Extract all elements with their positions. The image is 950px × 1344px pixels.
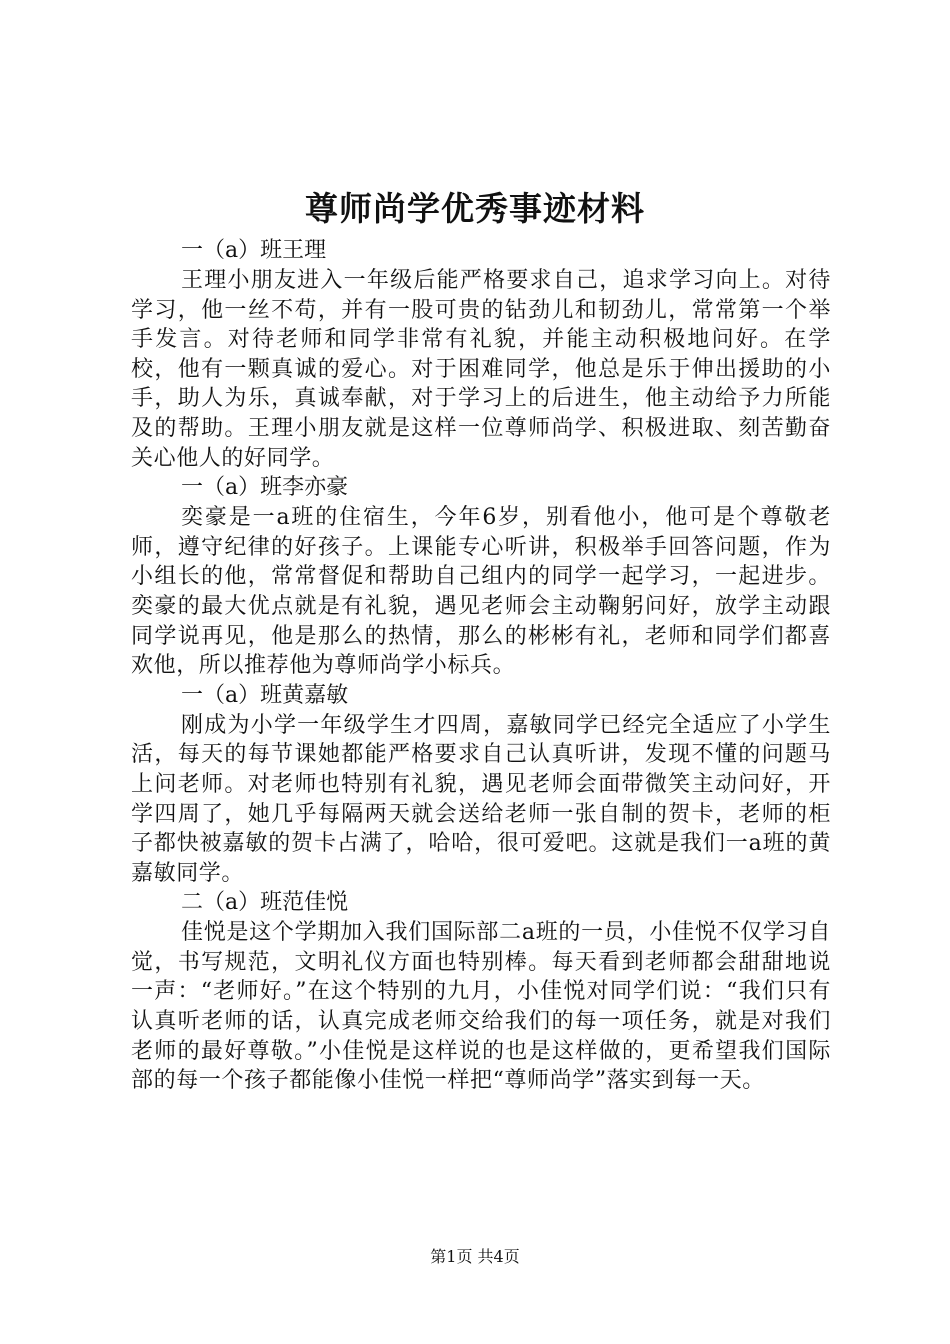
- section-paragraph: 刚成为小学一年级学生才四周，嘉敏同学已经完全适应了小学生活，每天的每节课她都能严格要求自己认真听讲，发现不懂的问题马上问老师。对老师也特别有礼貌，遇见老师会面带微笑主动问好，开学四周了，她几乎每隔两天就会送给老师一张自制的贺卡，老师的柜子都快被嘉敏的贺卡占满了，哈哈，很可爱吧。这就是我们一a班的黄嘉敏同学。: [131, 712, 831, 886]
- section-paragraph: 奕豪是一a班的住宿生，今年6岁，别看他小，他可是个尊敬老师，遵守纪律的好孩子。上课能专心听讲，积极举手回答问题，作为小组长的他，常常督促和帮助自己组内的同学一起学习，一起进步。奕豪的最大优点就是有礼貌，遇见老师会主动鞠躬问好，放学主动跟同学说再见，他是那么的热情，那么的彬彬有礼，老师和同学们都喜欢他，所以推荐他为尊师尚学小标兵。: [131, 505, 831, 679]
- section-paragraph: 佳悦是这个学期加入我们国际部二a班的一员，小佳悦不仅学习自觉，书写规范，文明礼仪方面也特别棒。每天看到老师都会甜甜地说一声：“老师好。”在这个特别的九月，小佳悦对同学们说：“我们只有认真听老师的话，认真完成老师交给我们的每一项任务，就是对我们老师的最好尊敬。”小佳悦是这样说的也是这样做的，更希望我们国际部的每一个孩子都能像小佳悦一样把“尊师尚学”落实到每一天。: [131, 920, 831, 1094]
- section: [131, 681, 831, 889]
- section: [131, 473, 831, 681]
- section: [131, 236, 831, 473]
- document-body: [131, 236, 831, 1096]
- document-title: 尊师尚学优秀事迹材料: [305, 189, 645, 228]
- section-paragraph: 王理小朋友进入一年级后能严格要求自己，追求学习向上。对待学习，他一丝不苟，并有一股可贵的钻劲儿和韧劲儿，常常第一个举手发言。对待老师和同学非常有礼貌，并能主动积极地问好。在学校，他有一颗真诚的爱心。对于困难同学，他总是乐于伸出援助的小手，助人为乐，真诚奉献，对于学习上的后进生，他主动给予力所能及的帮助。王理小朋友就是这样一位尊师尚学、积极进取、刻苦勤奋关心他人的好同学。: [131, 268, 831, 471]
- section-heading: 一（a）班黄嘉敏: [181, 682, 349, 708]
- section: [131, 888, 831, 1096]
- section-heading: 一（a）班王理: [181, 238, 327, 263]
- section-heading: 二（a）班范佳悦: [181, 890, 349, 916]
- section-heading: 一（a）班李亦豪: [181, 475, 349, 501]
- page-footer: 第1页 共4页: [430, 1247, 520, 1266]
